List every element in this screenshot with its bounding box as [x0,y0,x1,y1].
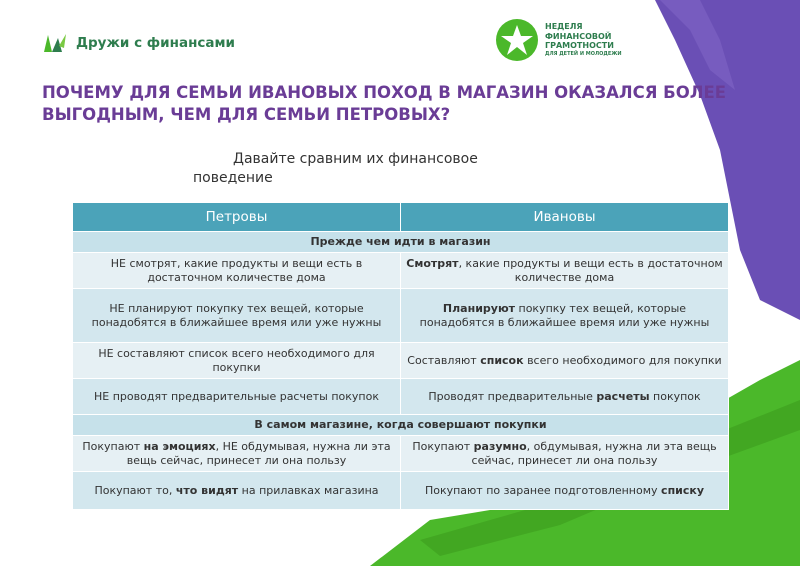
logo-line-small: ДЛЯ ДЕТЕЙ И МОЛОДЕЖИ [545,50,622,57]
cell-ivanovy [401,343,729,379]
logo-mark-icon [42,32,68,54]
cell-bold: на эмоциях [143,439,216,453]
cell-petrovy [73,472,401,510]
table-row [73,253,729,289]
section-row [73,232,729,253]
cell-bold: список [480,353,524,367]
logo-line-2: ФИНАНСОВОЙ [545,31,612,41]
cell-text: НЕ составляют список всего необходимого для покупки [98,346,375,374]
cell-petrovy [73,379,401,415]
cell-bold: списку [661,483,705,497]
section-title: В самом магазине, когда совершают покупки [73,415,729,436]
cell-text: Покупают [82,439,144,453]
cell-bold: Планируют [442,301,516,315]
cell-text: всего необходимого для покупки [523,353,722,367]
table-row [73,472,729,510]
table-header-row [73,203,729,232]
table-row [73,289,729,343]
cell-text: Покупают то, [94,483,176,497]
cell-text: , НЕ обдумывая, нужна ли эта вещь сейчас, принесет ли она пользу [126,439,391,467]
logo-line-3: ГРАМОТНОСТИ [545,41,614,51]
subtitle-line-2: поведение [193,170,273,186]
section-title: Прежде чем идти в магазин [73,232,729,253]
star-logo-icon [493,16,541,64]
cell-bold: Смотрят [406,256,459,270]
cell-text: покупок [649,389,701,403]
table-row [73,436,729,472]
header-ivanovy: Ивановы [401,203,729,232]
cell-ivanovy [401,253,729,289]
cell-text: покупку тех вещей, которые понадобятся в ближайшее время или уже нужны [419,301,710,329]
brand-name: Дружи с финансами [76,35,236,51]
cell-text: , какие продукты и вещи есть в достаточном количестве дома [458,256,723,284]
cell-bold: что видят [175,483,239,497]
header-petrovy: Петровы [73,203,401,232]
subtitle-line-1: Давайте сравним их финансовое [233,151,478,167]
table-row [73,343,729,379]
cell-text: на прилавках магазина [238,483,379,497]
cell-text: НЕ смотрят, какие продукты и вещи есть в достаточном количестве дома [110,256,363,284]
logo-line-1: НЕДЕЛЯ [545,22,583,32]
cell-ivanovy [401,436,729,472]
brand-logo-right [493,16,622,64]
cell-text: Покупают [412,439,474,453]
comparison-table [72,202,729,510]
cell-petrovy [73,343,401,379]
cell-petrovy [73,289,401,343]
cell-bold: разумно [473,439,527,453]
cell-petrovy [73,253,401,289]
cell-ivanovy [401,472,729,510]
cell-bold: расчеты [596,389,650,403]
cell-text: Покупают по заранее подготовленному [424,483,662,497]
subtitle [193,150,573,188]
table-row [73,379,729,415]
page-title: ПОЧЕМУ ДЛЯ СЕМЬИ ИВАНОВЫХ ПОХОД В МАГАЗИН ОКАЗАЛСЯ БОЛЕЕ ВЫГОДНЫМ, ЧЕМ ДЛЯ СЕМЬИ ПЕТРОВЫХ? [42,83,727,124]
cell-text: , обдумывая, нужна ли эта вещь сейчас, принесет ли она пользу [471,439,717,467]
cell-text: Проводят предварительные [428,389,597,403]
cell-text: НЕ планируют покупку тех вещей, которые понадобятся в ближайшее время или уже нужны [91,301,382,329]
cell-petrovy [73,436,401,472]
cell-text: НЕ проводят предварительные расчеты покупок [94,389,379,403]
section-row [73,415,729,436]
brand-logo-left [42,32,235,54]
cell-ivanovy [401,379,729,415]
cell-ivanovy [401,289,729,343]
cell-text: Составляют [407,353,481,367]
